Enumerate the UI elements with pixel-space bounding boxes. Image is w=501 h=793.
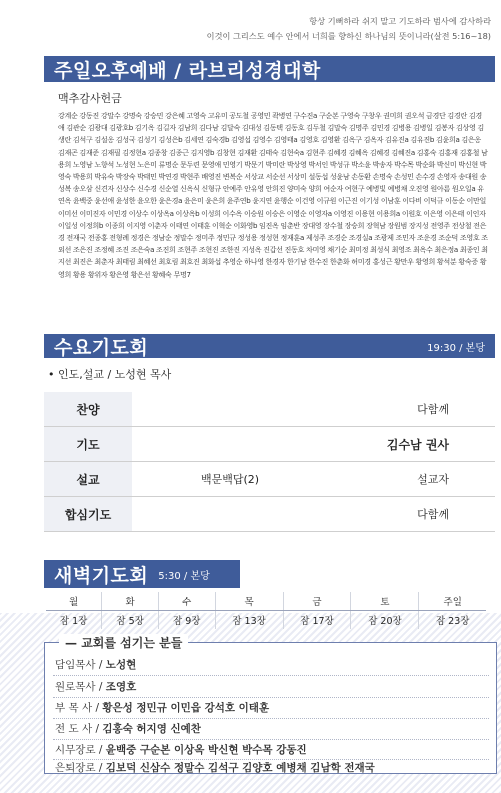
reading-cell: 잠 13장 bbox=[215, 611, 283, 630]
order-middle bbox=[132, 392, 328, 427]
servants-box bbox=[44, 636, 497, 774]
order-middle: 백문백답(2) bbox=[132, 462, 328, 497]
servant-names: 김보덕 신삼수 정말수 김석구 김양호 예병채 김남학 전재국 bbox=[105, 762, 375, 774]
servant-role: 원로목사 / bbox=[55, 681, 106, 693]
reading-cell: 잠 23장 bbox=[419, 611, 486, 630]
divider bbox=[53, 718, 489, 719]
servants-title-text: 교회를 섬기는 분들 bbox=[81, 636, 183, 650]
day-cell: 목 bbox=[215, 592, 283, 611]
servant-role: 부 목 사 / bbox=[55, 702, 103, 714]
dawn-time: 5:30 / 본당 bbox=[158, 570, 210, 582]
reading-row bbox=[46, 611, 486, 630]
reading-cell: 잠 9장 bbox=[158, 611, 215, 630]
wednesday-time: 19:30 / 본당 bbox=[427, 342, 485, 354]
day-cell: 주일 bbox=[419, 592, 486, 611]
wednesday-leader: • 인도,설교 / 노성현 목사 bbox=[48, 368, 172, 381]
servant-row bbox=[55, 679, 136, 694]
dawn-reading-table bbox=[46, 592, 486, 629]
servant-row bbox=[55, 760, 375, 775]
verse bbox=[207, 14, 491, 44]
day-cell: 수 bbox=[158, 592, 215, 611]
verse-line-1: 항상 기뻐하라 쉬지 말고 기도하라 범사에 감사하라 bbox=[309, 16, 491, 26]
order-of-service-table bbox=[44, 392, 495, 532]
order-label: 찬양 bbox=[44, 392, 132, 427]
servant-row bbox=[55, 721, 201, 736]
order-right: 다함께 bbox=[417, 403, 449, 416]
servant-names: 김홍숙 허지영 신예찬 bbox=[102, 723, 201, 735]
dawn-title: 새벽기도회 bbox=[54, 564, 149, 587]
divider bbox=[53, 697, 489, 698]
order-right: 설교자 bbox=[328, 462, 495, 497]
servant-role: 시무장로 / bbox=[55, 744, 106, 756]
servant-names: 윤백중 구순본 이상옥 박신현 박수목 강동진 bbox=[105, 744, 307, 756]
verse-line-2: 이것이 그리스도 예수 안에서 너희를 향하신 하나님의 뜻이니라(살전 5:16~18) bbox=[206, 31, 491, 41]
day-cell: 토 bbox=[351, 592, 419, 611]
order-row bbox=[44, 497, 495, 532]
order-row bbox=[44, 462, 495, 497]
order-right: 다함께 bbox=[328, 497, 495, 532]
servant-row bbox=[55, 742, 307, 757]
day-cell: 월 bbox=[46, 592, 102, 611]
order-middle bbox=[132, 427, 328, 462]
reading-cell: 잠 20장 bbox=[351, 611, 419, 630]
offering-names-list: 강계순 강동진 강말수 강명숙 강승민 강은혜 고영숙 고유미 공도철 공영민 곽병연 구수진a 구순본 구영숙 구창우 권미희 권오석 금경단 김경란 김경애 김관순 김광대 김광호b 김기옥 김길자 김남희 김다남 김달숙 김대성 김동택 김동호 김두철 김말숙 김명주 김민경 김병용 김병일 김봉자 김상영 김생란 김석구 김설옹 김성국 김성기 김성은b 김세연 김숙경b 김영섭 김영수 김영태a 김영호 김영환 김옥구 김옥자 김유진a 김유진b 김윤희a 김은옹 김재곤 김재준 김재필 김정현a 김종창 김종근 김지영b 김창현 김재환 김태숙 김현숙a 김현주 김혜경 김혜옥 김혜경 김혜진a 김홍숙 김홍재 김홍철 남용희 노영남 노향석 노성현 노은미 류명순 문두련 문영애 민영기 박문기 박미란 박상영 박서인 박성규 박소윤 박송자 박수목 박순화 박신미 박신현 박영숙 박용희 박유숙 박장숙 박태민 박연경 박현주 배영진 변복순 서상교 서순선 서상미 설동섭 성윤남 손동환 손명숙 손성민 손수경 손영자 송대원 송성복 송오삼 신견자 신상수 신수경 신순열 신옥식 신형규 안예주 안유영 안희진 양미숙 양희 여순자 여현구 예병빛 예병채 오진영 원아름 원오일a 유연옥 윤백중 윤선애 윤성한 윤오한 윤은경a 윤은미 윤은희 윤주연b 윤지연 윤행순 이건영 이규원 이근진 이기성 이남훈 이다비 이덕규 이동순 이만일 이미선 이미진자 이민경 이상수 이상옥a 이상옥b 이성희 이수옥 이승원 이승은 이영순 이영자a 이영진 이용현 이용희a 이원호 이은영 이은태 이인자 이일성 이정희b 이종희 이지영 이춘자 이태연 이태훈 이혁순 이화영b 임진옥 임춘반 장대영 장수철 장승희 장혁남 장원범 장지성 전영주 전상철 전은경 전재국 전종홍 전형례 정경은 정남순 정말수 정미주 정민규 정성용 정성현 정재훈a 제성주 조경순 조경실a 조광제 조민자 조운경 조순덕 조영호 조외선 조은진 조정혜 조진 조은숙a 조진희 조현주 조현진 조한진 지성옥 진갑선 진동호 차미영 채기순 최미정 최성식 최영조 최옥수 최은정a 최종인 최지선 최진은 최춘자 최태림 최혜선 최호림 최호진 최화섭 추영순 하나영 한경자 한기남 한수진 한춘화 허미경 홍성근 황만우 황영희 황석분 황숙증 황영희 황용 황위자 황은영 황은선 황혜숙 무명7 bbox=[58, 111, 488, 279]
day-cell: 화 bbox=[102, 592, 159, 611]
sunday-afternoon-title: 주일오후예배 / 라브리성경대학 bbox=[54, 59, 321, 82]
reading-cell: 잠 5장 bbox=[102, 611, 159, 630]
offering-subtitle: 맥추감사헌금 bbox=[58, 92, 122, 105]
servant-names: 조영호 bbox=[105, 681, 137, 693]
servant-row bbox=[55, 700, 269, 715]
wednesday-title: 수요기도회 bbox=[54, 336, 149, 359]
order-right: 김수남 권사 bbox=[328, 427, 495, 462]
reading-cell: 잠 17장 bbox=[283, 611, 351, 630]
divider bbox=[53, 739, 489, 740]
reading-cell: 잠 1장 bbox=[59, 616, 88, 627]
servants-title: — 교회를 섬기는 분들 bbox=[59, 634, 188, 651]
order-label: 설교 bbox=[44, 462, 132, 497]
order-row bbox=[44, 392, 495, 427]
wednesday-header bbox=[44, 334, 495, 358]
servant-role: 은퇴장로 / bbox=[55, 762, 106, 774]
order-middle bbox=[132, 497, 328, 532]
order-label: 기도 bbox=[44, 427, 132, 462]
day-row bbox=[46, 592, 486, 611]
servant-role: 전 도 사 / bbox=[55, 723, 103, 735]
order-label: 합심기도 bbox=[44, 497, 132, 532]
servant-names: 황은성 정민규 이민읍 강석호 이태훈 bbox=[102, 702, 270, 714]
sunday-afternoon-header bbox=[44, 56, 495, 82]
divider bbox=[53, 675, 489, 676]
servant-row bbox=[55, 657, 136, 672]
servant-role: 담임목사 / bbox=[55, 659, 106, 671]
day-cell: 금 bbox=[283, 592, 351, 611]
servant-names: 노성현 bbox=[105, 659, 137, 671]
dawn-header bbox=[44, 560, 240, 588]
order-row bbox=[44, 427, 495, 462]
